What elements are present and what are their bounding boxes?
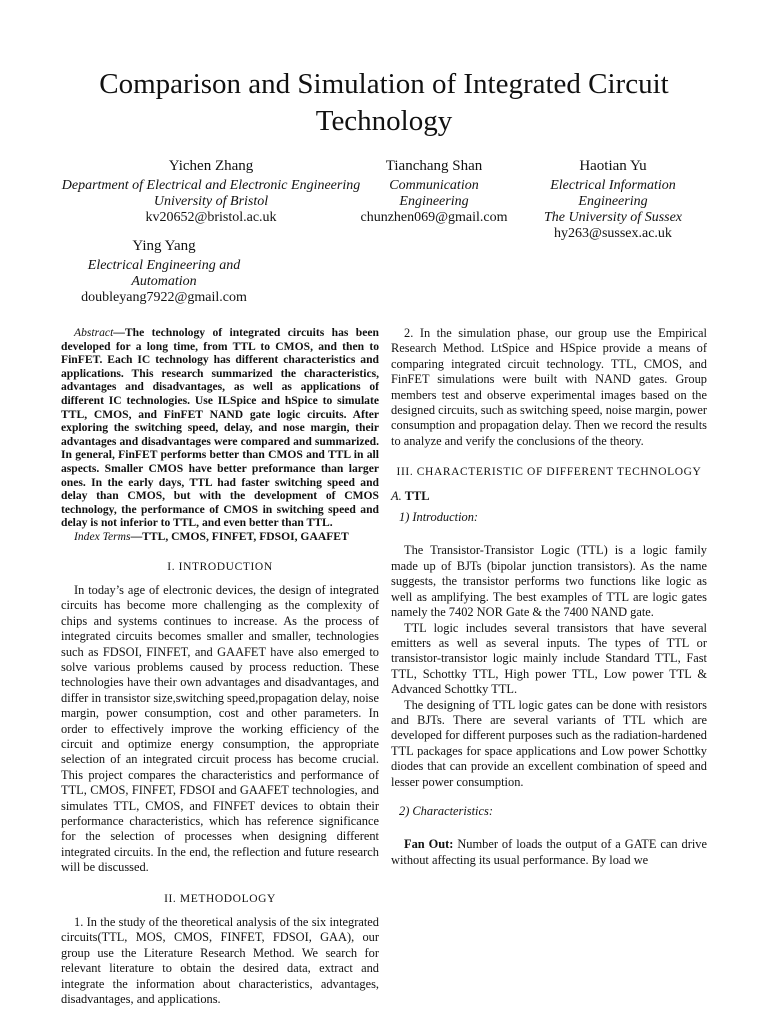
author-name: Ying Yang xyxy=(132,238,196,254)
index-terms-label: Index Terms xyxy=(74,529,131,543)
section-heading-methodology: II. METHODOLOGY xyxy=(164,892,276,905)
author-affiliation: Electrical Information Engineering xyxy=(550,178,676,209)
fanout-paragraph xyxy=(391,837,707,868)
index-terms xyxy=(61,530,379,544)
paper-title: Comparison and Simulation of Integrated Circuit Technology xyxy=(99,68,669,137)
ttl-paragraph-1: The Transistor-Transistor Logic (TTL) is a logic family made up of BJTs (bipolar junction transistors). As the name suggests, the transistor performs two functions like logic as well as amplifying. The best examples of TTL are logic gates namely the 7402 NOR Gate & the 7400 NAND gate. xyxy=(391,543,707,620)
author-email: kv20652@bristol.ac.uk xyxy=(145,210,277,225)
author-name: Yichen Zhang xyxy=(168,158,254,174)
fanout-text: Number of loads the output of a GATE can drive without affecting its usual performance. By load we xyxy=(391,837,707,867)
author-affiliation: Electrical Engineering and Automation xyxy=(87,258,241,289)
author-block-3 xyxy=(514,157,712,242)
author-block-2 xyxy=(354,157,514,226)
author-block-1 xyxy=(58,157,364,226)
author-email: doubleyang7922@gmail.com xyxy=(81,290,247,305)
author-institution: The University of Sussex xyxy=(543,210,683,225)
ttl-paragraph-2: TTL logic includes several transistors that have several emitters as well as several inputs. The types of TTL or transistor-transistor logic mainly include Standard TTL, Fast TTL, Schottky TTL, High power TTL, Low power TTL & Advanced Schottky TTL. xyxy=(391,620,707,697)
author-email: chunzhen069@gmail.com xyxy=(360,210,508,225)
abstract-label: Abstract xyxy=(74,326,114,339)
methodology-paragraph-1-start xyxy=(61,915,379,1007)
left-column xyxy=(61,326,379,1007)
section-heading-characteristic: III. CHARACTERISTIC OF DIFFERENT TECHNOLOGY xyxy=(396,466,702,479)
subsubsection-characteristics: 2) Characteristics: xyxy=(399,803,493,818)
ttl-paragraph-3: The designing of TTL logic gates can be done with resistors and BJTs. There are several variants of TTL which are developed for different purposes such as the radiation-hardened TTL packages for space applications and Low power Schottky diodes that can provide an excellent combination of speed and lesser power consumption. xyxy=(391,697,707,789)
index-terms-text: —TTL, CMOS, FINFET, FDSOI, GAAFET xyxy=(130,529,349,543)
subsection-heading-ttl xyxy=(391,489,707,504)
abstract-text: —The technology of integrated circuits has been developed for a long time, from TTL to CMOS, and then to FinFET. Each IC technology has different characteristics and applications. This research summarized the characteristics, advantages and disadvantages, as well as applications of different IC technologies. Use ILSpice and hSpice to simulate TTL, CMOS, and FinFET NAND gate logic circuits. After exploring the switching speed, delay, and nose margin, their advantages and disadvantages were compared and summarized. In general, FinFET performs better than CMOS and TTL in all aspects. Smaller CMOS have better preformance than larger ones. In the early days, TTL had faster switching speed and delay than CMOS, but with the development of CMOS technology, the performance of CMOS in switching speed and delay is not inferior to TTL, and even better than TTL. xyxy=(61,326,379,530)
section-heading-introduction: I. INTRODUCTION xyxy=(167,560,273,573)
intro-paragraph: In today’s age of electronic devices, the design of integrated circuits has become more challenging as the complexity of chips and systems continues to increase. As the process of integrated circuits becomes smaller and smaller, technologies such as FDSOI, FINFET, and GAAFET have also emerged to solve various problems caused by process reduction. These technologies have their own advantages and disadvantages, and differ in transistor size,switching speed,propagation delay, noise margin, power consumption, cost and other parameters. In order to effectively improve the working efficiency of the circuit and optimize energy consumption, the appropriate selection of an integrated circuit process has become crucial. This project compares the characteristics and performance of TTL, CMOS, FINFET, FDSOI and GAAFET technologies, and simulates TTL, CMOS, and FINFET devices to obtain their performance characteristics, which has reference significance for the selection of processes when designing different integrated circuits. In the end, the reflection and future research will be discussed. xyxy=(61,582,379,875)
author-name: Tianchang Shan xyxy=(385,158,483,174)
right-column xyxy=(391,326,707,868)
methodology-p1-text: 1. In the study of the theoretical analysis of the six integrated circuits(TTL, MOS, CMOS, FINFET, FDSOI, GAA), our group use the Literature Research Method. We search for relevant literature to obtain the desired data, extract and integrate the information about characteristics, advantages, disadvantages, and applications. xyxy=(61,915,379,1007)
author-affiliation: Department of Electrical and Electronic Engineering xyxy=(61,178,361,193)
methodology-paragraph-2: 2. In the simulation phase, our group use the Empirical Research Method. LtSpice and HSpice provide a means of comparing integrated circuit technology. TTL, CMOS, and FinFET simulations were built with NAND gates. Group members test and observe experimental images based on the designed circuits, such as switching speed, noise margin, power consumption and propagation delay. Then we record the results to analyze and verify the conclusions of the theory. xyxy=(391,326,708,448)
author-name: Haotian Yu xyxy=(579,158,647,174)
author-institution: University of Bristol xyxy=(153,194,269,209)
abstract xyxy=(61,326,379,530)
author-block-4 xyxy=(58,237,270,306)
subsection-label: TTL xyxy=(404,488,430,503)
author-affiliation: Communication Engineering xyxy=(389,178,479,209)
subsubsection-introduction: 1) Introduction: xyxy=(399,510,479,525)
fanout-label: Fan Out: xyxy=(404,837,454,852)
author-email: hy263@sussex.ac.uk xyxy=(554,226,672,241)
subsection-prefix: A. xyxy=(391,488,402,503)
